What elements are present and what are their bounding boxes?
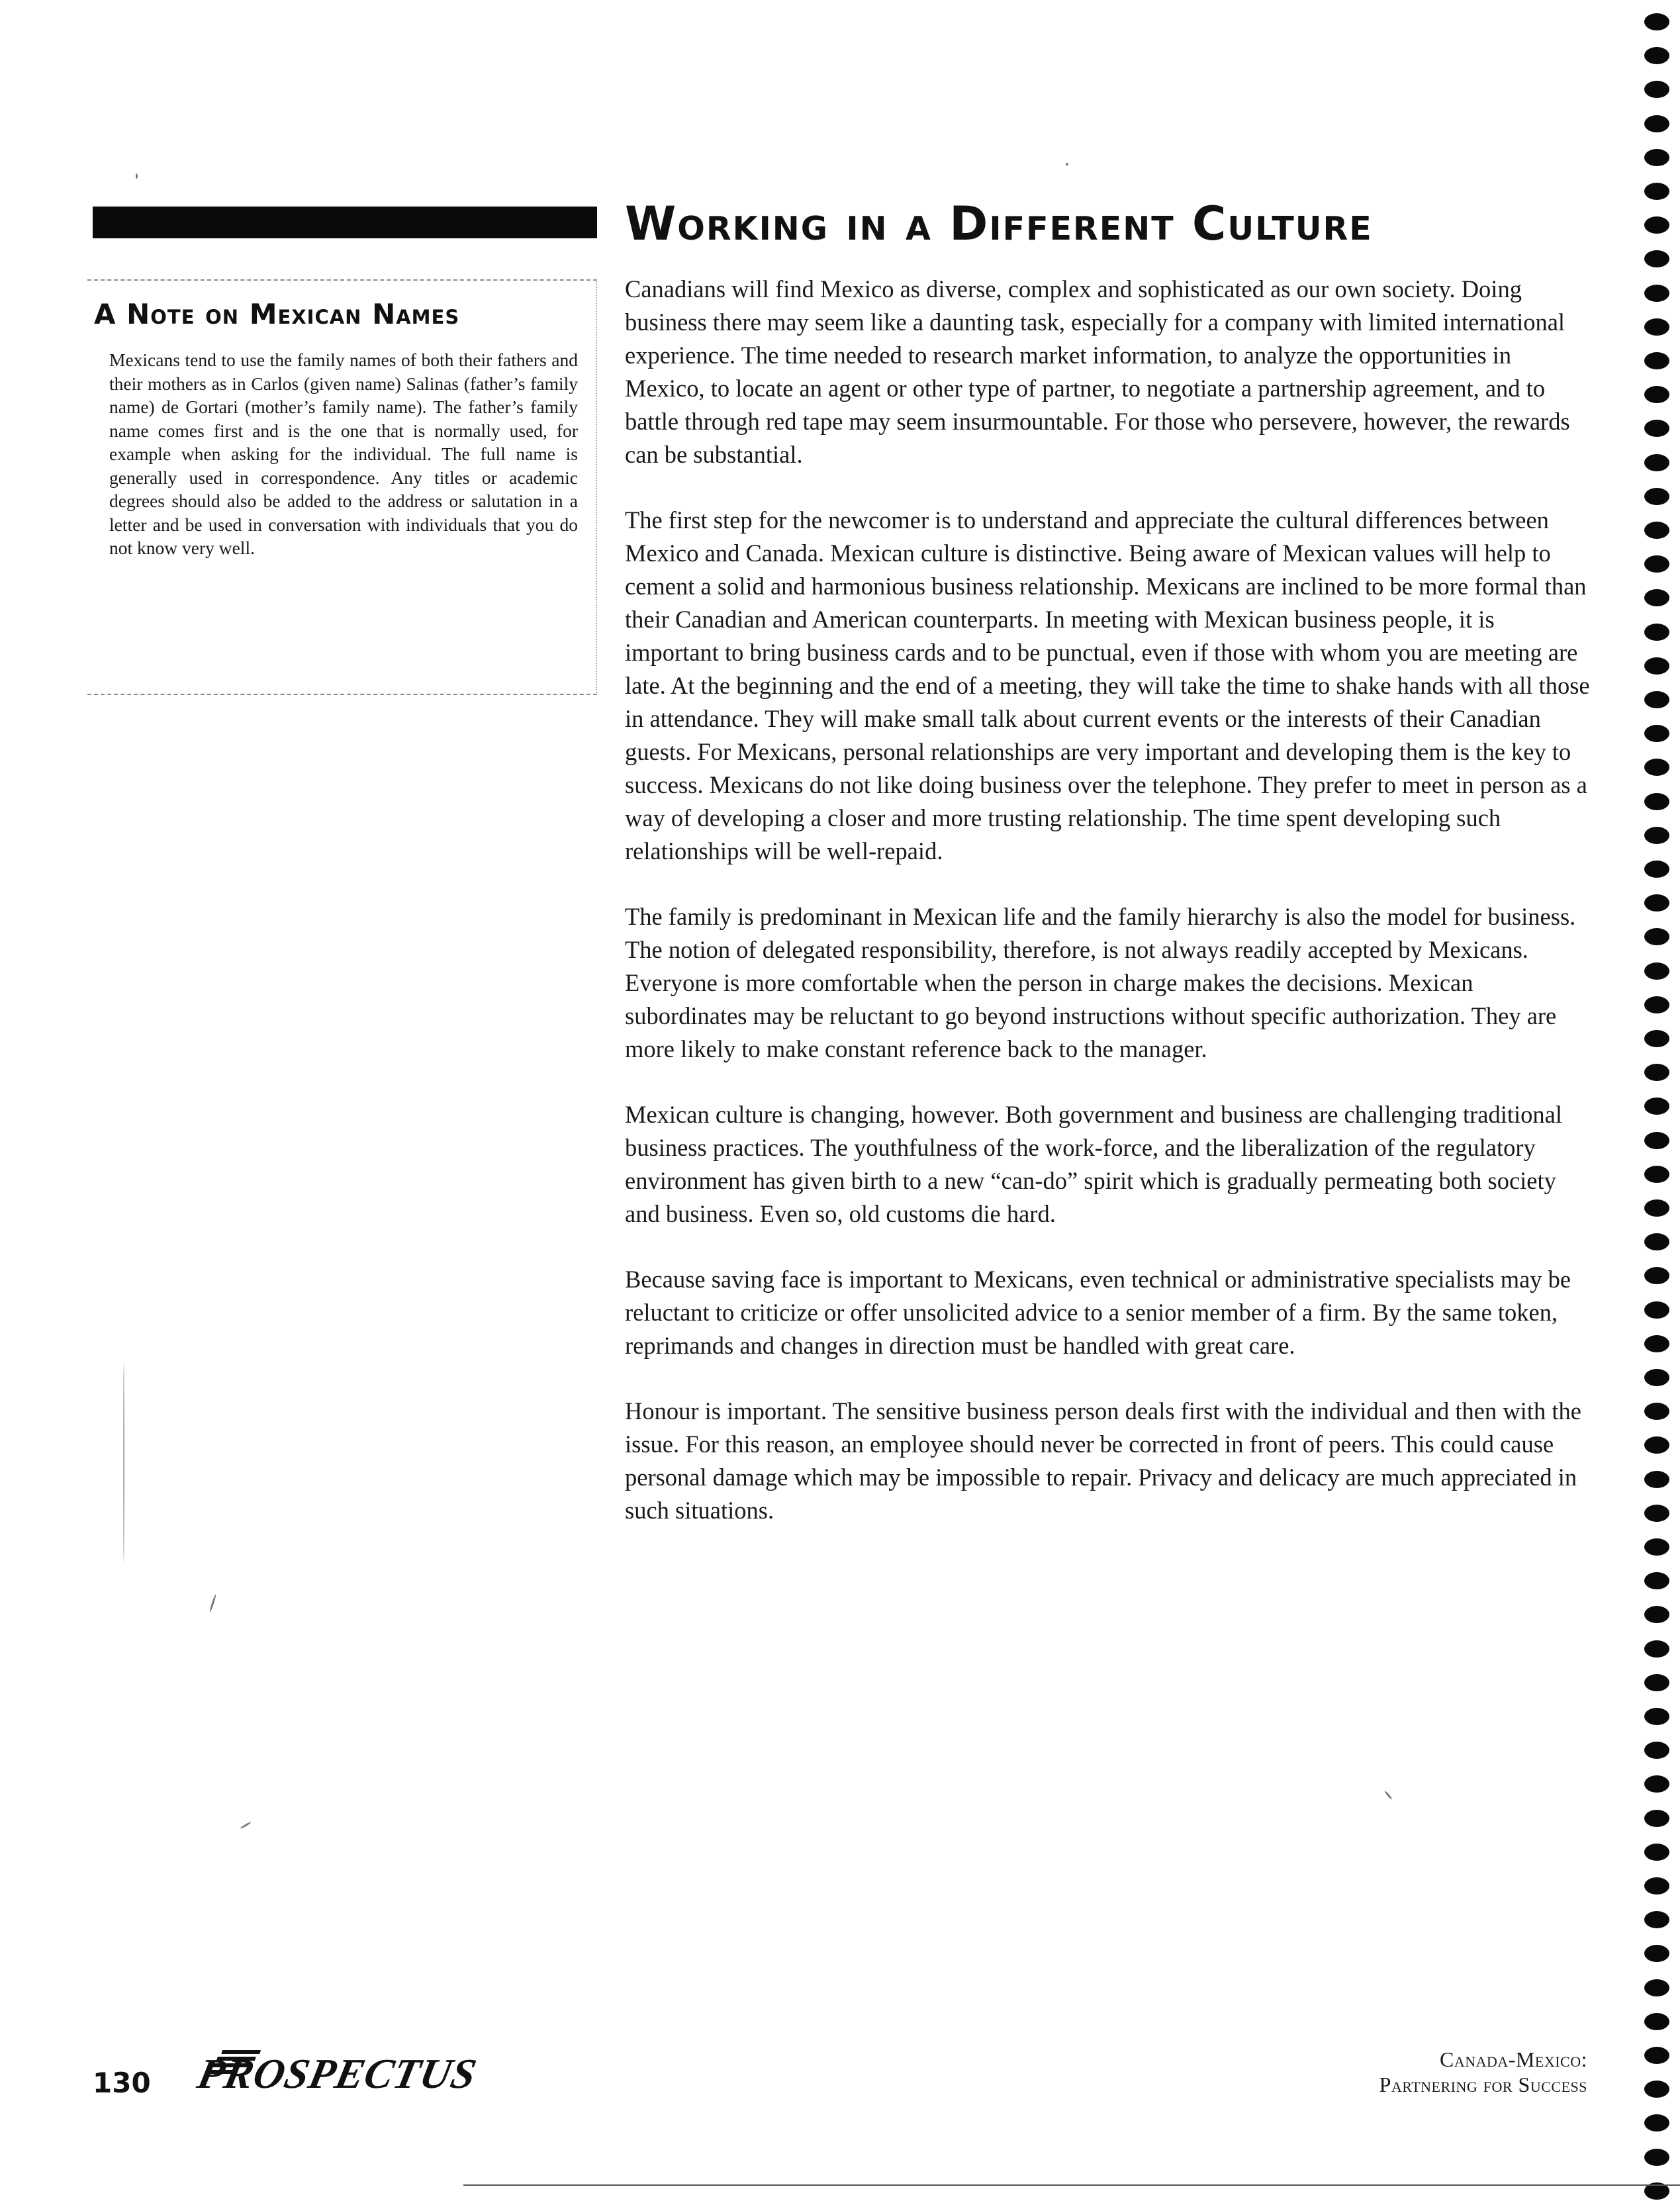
binding-hole	[1644, 216, 1669, 234]
binding-hole	[1644, 420, 1669, 437]
binding-hole	[1644, 1132, 1669, 1149]
binding-hole	[1644, 1335, 1669, 1352]
binding-hole	[1644, 1030, 1669, 1047]
binding-hole	[1644, 488, 1669, 505]
binding-hole	[1644, 1403, 1669, 1420]
binding-hole	[1644, 725, 1669, 742]
binding-hole	[1644, 1979, 1669, 1996]
logo-wordmark: PROSPECTUS	[193, 2050, 481, 2097]
binding-hole	[1644, 1436, 1669, 1454]
binding-hole	[1644, 759, 1669, 776]
binding-hole	[1644, 928, 1669, 945]
paragraph: The first step for the newcomer is to understand and appreciate the cultural differences between Mexico and Canada. Mexican culture is distinctive. Being aware of Mexican values will help to cement a solid and harmonious business relationship. Mexicans are inclined to be more formal than their Canadian and American counterparts. In meeting with Mexican business people, it is important to bring business cards and to be punctual, even if those with whom you are meeting are late. At the beginning and the end of a meeting, they will take the time to shake hands with all those in attendance. They will make small talk about current events or the interests of their Canadian guests. For Mexicans, personal relationships are very important and developing them is the key to success. Mexicans do not like doing business over the telephone. They prefer to meet in person as a way of developing a closer and more trusting relationship. The time spent developing such relationships will be well-repaid.	[625, 506, 1590, 865]
binding-hole	[1644, 1233, 1669, 1250]
binding-hole	[1644, 996, 1669, 1013]
binding-hole	[1644, 793, 1669, 810]
binding-hole	[1644, 1267, 1669, 1284]
binding-hole	[1644, 691, 1669, 708]
scan-speck	[1066, 163, 1068, 165]
sidebar-title: A Note on Mexican Names	[94, 298, 460, 330]
binding-hole	[1644, 1708, 1669, 1725]
binding-hole	[1644, 318, 1669, 336]
paragraph: Because saving face is important to Mexicans, even technical or administrative specialists may be reluctant to criticize or offer unsolicited advice to a senior member of a firm. By the same token, reprimands and changes in direction must be handled with great care.	[625, 1266, 1571, 1359]
binding-hole	[1644, 861, 1669, 878]
binding-hole	[1644, 1945, 1669, 1962]
footer-line-1: Canada-Mexico:	[1440, 2047, 1587, 2071]
sidebar-header-bar	[93, 207, 597, 238]
binding-hole	[1644, 1674, 1669, 1691]
binding-hole	[1644, 149, 1669, 166]
binding-hole	[1644, 522, 1669, 539]
footer-caption	[1379, 2047, 1587, 2097]
binding-hole	[1644, 1911, 1669, 1928]
binding-hole	[1644, 1742, 1669, 1759]
binding-hole	[1644, 1166, 1669, 1183]
binding-hole	[1644, 1199, 1669, 1217]
scan-speck	[123, 1364, 124, 1562]
binding-hole	[1644, 1098, 1669, 1115]
binding-hole	[1644, 386, 1669, 403]
paragraph: Mexican culture is changing, however. Both government and business are challenging traditional business practices. The youthfulness of the work-force, and the liberalization of the regulatory environment has given birth to a new “can-do” spirit which is gradually permeating both society and business. Even so, old customs die hard.	[625, 1101, 1563, 1227]
binding-hole	[1644, 2013, 1669, 2030]
binding-hole	[1644, 2114, 1669, 2131]
sidebar-body: Mexicans tend to use the family names of both their fathers and their mothers as in Carlos (given name) Salinas (father’s family name) de Gortari (mother’s family name). The father’s family name comes first and is the one that is normally used, for example when asking for the individual. The full name is generally used in correspondence. Any titles or academic degrees should also be added to the address or salutation in a letter and be used in conversation with individuals that you do not know very well.	[109, 350, 578, 558]
paragraph: Honour is important. The sensitive business person deals first with the individual and then with the issue. For this reason, an employee should never be corrected in front of peers. This could cause personal damage which may be impossible to repair. Privacy and delicacy are much appreciated in such situations.	[625, 1397, 1581, 1524]
paragraph: Canadians will find Mexico as diverse, complex and sophisticated as our own society. Doing business there may seem like a daunting task, especially for a company with limited international experience. The time needed to research market information, to analyze the opportunities in Mexico, to locate an agent or other type of partner, to negotiate a partnership agreement, and to battle through red tape may seem insurmountable. For those who persevere, however, the rewards can be substantial.	[625, 275, 1570, 468]
binding-hole	[1644, 1606, 1669, 1623]
binding-hole	[1644, 1572, 1669, 1589]
footer-line-2: Partnering for Success	[1379, 2073, 1587, 2096]
scan-speck	[209, 1594, 217, 1613]
binding-hole	[1644, 1640, 1669, 1658]
bottom-scan-line	[463, 2184, 1680, 2186]
binding-hole	[1644, 1775, 1669, 1793]
binding-hole	[1644, 13, 1669, 30]
binding-hole	[1644, 1471, 1669, 1488]
binding-hole	[1644, 589, 1669, 606]
binding-hole	[1644, 1810, 1669, 1827]
scan-speck	[1384, 1791, 1393, 1800]
binding-hole	[1644, 1064, 1669, 1081]
binding-hole	[1644, 250, 1669, 267]
binding-hole	[1644, 454, 1669, 471]
binding-hole	[1644, 2081, 1669, 2098]
binding-hole	[1644, 555, 1669, 573]
paragraph: The family is predominant in Mexican life and the family hierarchy is also the model for business. The notion of delegated responsibility, therefore, is not always readily accepted by Mexicans. Everyone is more comfortable when the person in charge makes the decisions. Mexican subordinates may be reluctant to go beyond instructions without specific authorization. They are more likely to make constant reference back to the manager.	[625, 903, 1576, 1062]
binding-hole	[1644, 352, 1669, 369]
scan-speck	[240, 1822, 251, 1830]
binding-hole	[1644, 1538, 1669, 1556]
binding-hole	[1644, 962, 1669, 980]
binding-hole	[1644, 657, 1669, 675]
binding-hole	[1644, 1877, 1669, 1895]
binding-hole	[1644, 827, 1669, 844]
main-body	[625, 273, 1593, 1560]
scan-speck	[136, 173, 138, 179]
binding-hole	[1644, 2149, 1669, 2166]
binding-hole	[1644, 1301, 1669, 1319]
page-number: 130	[93, 2067, 151, 2099]
binding-hole	[1644, 1505, 1669, 1522]
binding-hole	[1644, 624, 1669, 641]
binding-hole	[1644, 183, 1669, 200]
binding-hole	[1644, 115, 1669, 132]
spiral-binding	[1635, 0, 1680, 2201]
binding-hole	[1644, 894, 1669, 912]
page-title: Working in a Different Culture	[625, 197, 1373, 251]
binding-hole	[1644, 285, 1669, 302]
binding-hole	[1644, 1369, 1669, 1386]
binding-hole	[1644, 81, 1669, 98]
binding-hole	[1644, 47, 1669, 64]
binding-hole	[1644, 1844, 1669, 1861]
binding-hole	[1644, 2047, 1669, 2064]
